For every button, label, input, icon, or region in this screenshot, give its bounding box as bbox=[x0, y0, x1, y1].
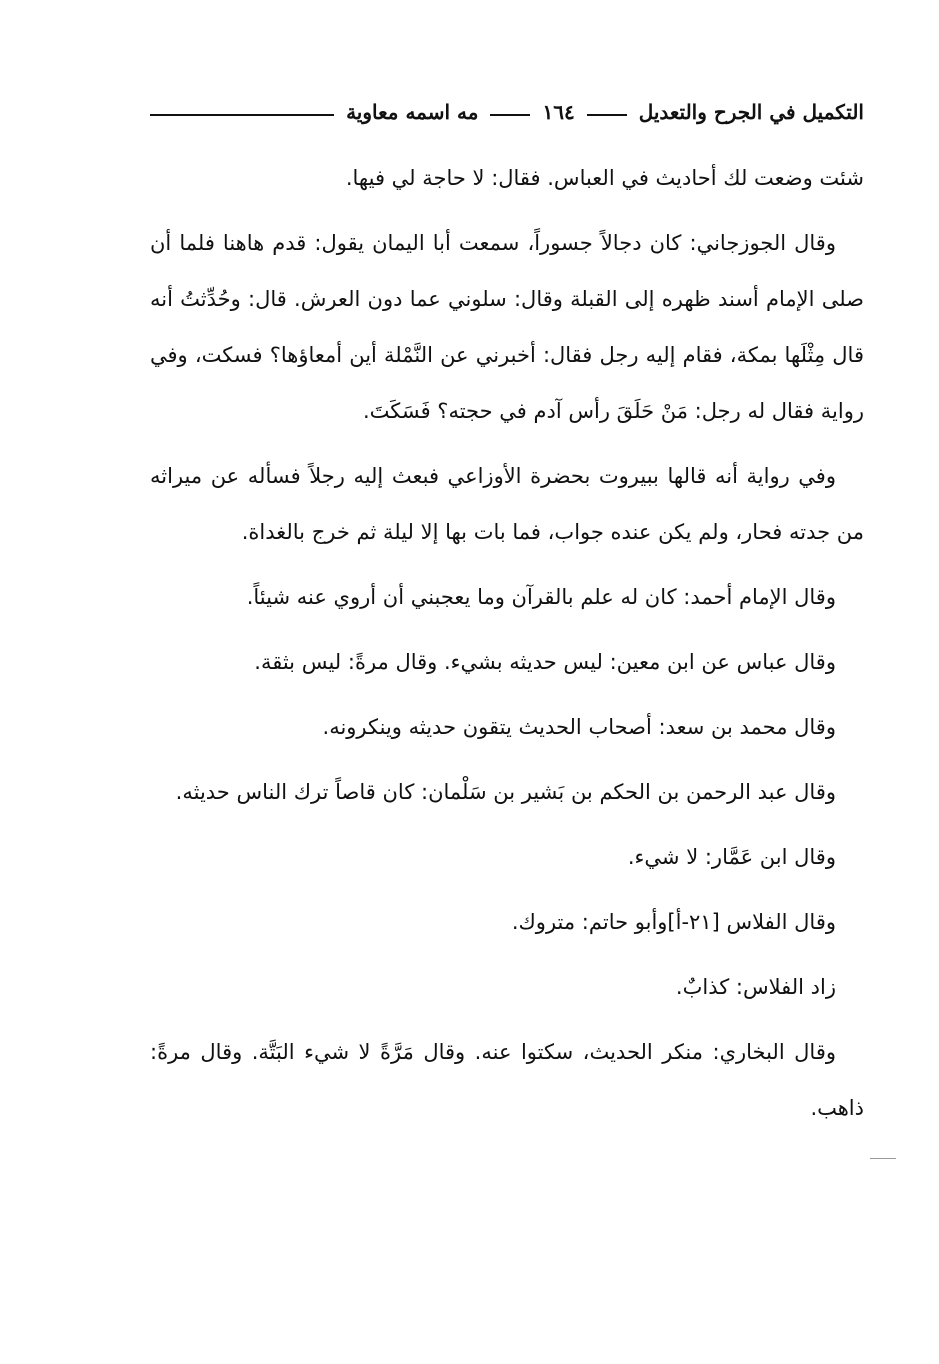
header-rule-1 bbox=[587, 114, 627, 116]
paragraph-bukhari: وقال البخاري: منكر الحديث، سكتوا عنه. وقال مَرَّةً لا شيء البَتَّة. وقال مرةً: ذاهب. bbox=[150, 1040, 864, 1120]
page-number: ١٦٤ bbox=[542, 100, 575, 124]
paragraph-fallas-addition: زاد الفلاس: كذابٌ. bbox=[675, 975, 836, 999]
paragraph-jawzajani: وقال الجوزجاني: كان دجالاً جسوراً، سمعت أبا اليمان يقول: قدم هاهنا فلما أن صلى الإمام أسند ظهره إلى القبلة وقال: سلوني عما دون العرش. قال: وحُدِّثتُ أنه قال مِثْلَها بمكة، فقام إليه رجل فقال: أخبرني عن النَّمْلة أين أمعاؤها؟ فسكت، وفي رواية فقال له رجل: مَنْ حَلَقَ رأس آدم في حجته؟ فَسَكَتَ. bbox=[150, 231, 864, 423]
book-title: التكميل في الجرح والتعديل bbox=[638, 100, 864, 124]
paragraph-continuation: شئت وضعت لك أحاديث في العباس. فقال: لا حاجة لي فيها. bbox=[345, 166, 864, 190]
paragraph-ibn-saad: وقال محمد بن سعد: أصحاب الحديث يتقون حديثه وينكرونه. bbox=[322, 715, 836, 739]
header-rule-2 bbox=[490, 114, 530, 116]
paragraph-ahmad: وقال الإمام أحمد: كان له علم بالقرآن وما يعجبني أن أروي عنه شيئاً. bbox=[246, 585, 836, 609]
paragraph-ibn-maeen: وقال عباس عن ابن معين: ليس حديثه بشيء. وقال مرةً: ليس بثقة. bbox=[254, 650, 836, 674]
paragraph-fallas: وقال الفلاس [٢١-أ]وأبو حاتم: متروك. bbox=[511, 910, 836, 934]
paragraph-beirut: وفي رواية أنه قالها ببيروت بحضرة الأوزاعي فبعث إليه رجلاً فسأله عن ميراثه من جدته فحار، ولم يكن عنده جواب، فما بات بها إلا ليلة ثم خرج بالغداة. bbox=[150, 464, 864, 544]
paragraph-ibn-ammar: وقال ابن عَمَّار: لا شيء. bbox=[627, 845, 836, 869]
body-text bbox=[150, 150, 864, 1145]
header-rule-3 bbox=[150, 114, 334, 116]
running-header bbox=[150, 92, 864, 132]
person-name: مه اسمه معاوية bbox=[346, 100, 479, 124]
paragraph-abdurrahman: وقال عبد الرحمن بن الحكم بن بَشير بن سَلْمان: كان قاصاً ترك الناس حديثه. bbox=[175, 780, 836, 804]
margin-mark bbox=[870, 1158, 896, 1159]
